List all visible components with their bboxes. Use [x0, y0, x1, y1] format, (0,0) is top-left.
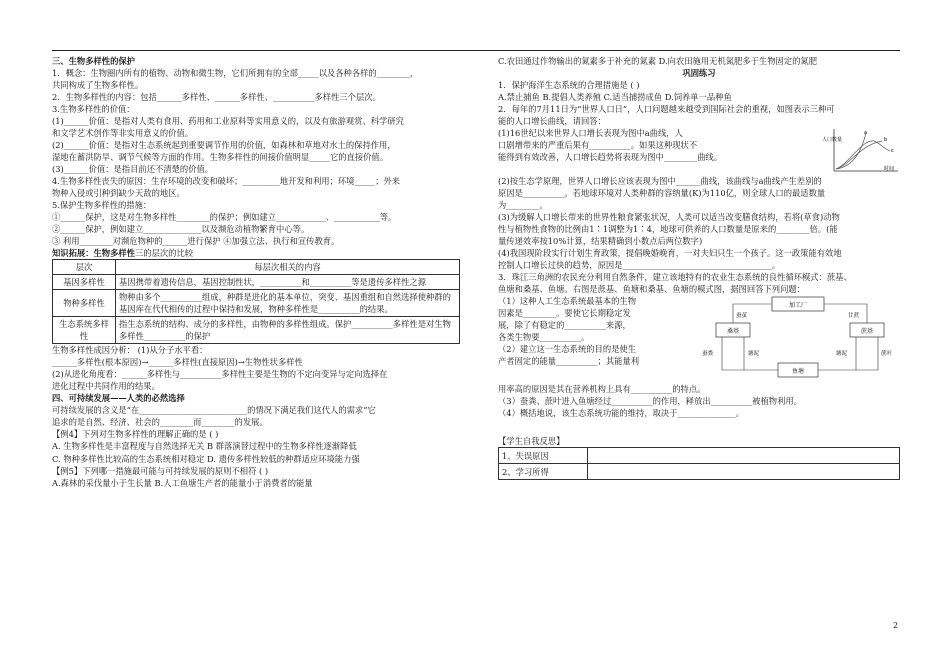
top-rule	[52, 50, 900, 51]
reflection-answer-cell[interactable]	[588, 464, 900, 480]
agro-ecosystem-diagram	[700, 295, 900, 383]
example-4-question: 【例4】下列对生物多样性的理解正确的是 ( )	[52, 429, 219, 440]
text-line: （4）概括地说，该生态系统功能的维持，取决于______________。	[498, 408, 744, 419]
text-line: 鱼塘和桑基、鱼塘。右图是蔗基、鱼塘和桑基、鱼塘的模式图，据图回答下列问题：	[498, 284, 805, 295]
label-leaf: 蔗叶	[881, 351, 893, 358]
q2-text	[498, 127, 814, 175]
section-4-title: 四、可持续发展——人类的必然选择	[52, 393, 185, 404]
text-line: ______多样性(根本原因)→______多样性(直接原因)→生物性状多样性	[52, 357, 303, 368]
example-5-options-cd: C.农田通过作物输出的氮素多于补充的氮素 D.向农田施用无机氮肥多于生物固定的氮肥	[498, 56, 818, 66]
section-3-body	[52, 67, 460, 247]
text-line: (2)______价值：是指对生态系统起到重要调节作用的价值，如森林和草地对水土的保持作用，	[52, 140, 396, 151]
reflection-label: 1、失误原因	[499, 448, 588, 464]
table-row	[53, 275, 460, 290]
left-column	[52, 55, 460, 489]
text-line: 1．概念：生物圈内所有的植物、动物和微生物，它们所拥有的全部_____以及各种各样的________，	[52, 68, 419, 79]
text-line: 口剧增带来的严重后果有__________。如果这种现状不	[498, 140, 698, 151]
text-line: 生物多样性成因分析： (1)从分子水平看：	[52, 345, 208, 356]
right-column	[498, 55, 900, 480]
example-5-question: 【例5】下列哪一措施最可能与可持续发展的原则不相符 ( )	[52, 465, 269, 476]
extension-title-bold: 知识拓展：生物多样性	[52, 248, 135, 259]
table-header-cell: 层次	[53, 260, 116, 275]
label-silkworm: 蚕茧	[736, 313, 748, 320]
text-line: 能的人口增长曲线，请回答：	[498, 116, 606, 127]
text-line: 追求的是自然、经济、社会的________而________的发展。	[52, 417, 268, 428]
text-line: 展，除了有稳定的__________来源，	[498, 320, 631, 331]
example-5-options-ab: A.森林的采伐量小于生长量 B.人工鱼塘生产者的能量小于消费者的能量	[52, 477, 313, 488]
practice-title: 巩固练习	[682, 68, 716, 79]
table-header-row	[53, 260, 460, 275]
table-cell-content: 基因携带着遗传信息，基因控制性状，__________和__________等是遗传多样性之源	[116, 275, 460, 290]
table-cell-level: 基因多样性	[53, 275, 116, 290]
text-line: (2)按生态学原理，世界人口增长应该表现为图中______曲线，该曲线与a曲线产生差别的	[498, 176, 822, 187]
q3-text	[498, 295, 694, 383]
text-line: 产者固定的能量__________；其能量利	[498, 356, 640, 367]
text-line: A.禁止捕鱼 B.提倡人类养殖 C.适当捕捞成鱼 D.饲养单一品种鱼	[498, 92, 732, 103]
text-line: 3．珠江三角洲的农民充分利用自然条件，建立该地特有的农业生态系统的良性循环模式：蔗基、	[498, 272, 852, 283]
text-line: 原因是__________。若地球环境对人类种群的容纳量(K)为110亿，则全球人口的最适数量	[498, 188, 826, 199]
example-4-options-ab: A. 生物多样性是丰富程度与自然选择无关 B 群落演替过程中的生物多样性逐渐降低	[52, 441, 357, 452]
graph-x-label: 时间	[884, 166, 895, 173]
label-mulberry: 桑基	[726, 328, 740, 336]
diversity-levels-table	[52, 259, 460, 344]
text-line: 能得到有效改善，人口增长趋势将表现为图中________曲线。	[498, 152, 723, 163]
graph-curve-a-label: a	[864, 130, 868, 137]
label-mud-left: 塘泥	[748, 351, 760, 358]
text-line: 为________。	[498, 200, 548, 211]
text-line: （2）建立这一生态系统的目的是使生	[498, 344, 637, 355]
table-row	[499, 464, 900, 480]
text-line: 用率高的原因是其在营养机构上具有__________的特点。	[498, 384, 706, 395]
text-line: (1)______价值：是指对人类有食用、药用和工业原料等实用意义的，以及有旅游观赏、科学研究	[52, 116, 404, 127]
table-cell-level: 生态系统多样性	[53, 317, 116, 344]
label-factory: 加工厂	[788, 302, 808, 310]
text-line: 和文学艺术创作等非实用意义的价值。	[52, 128, 194, 139]
graph-curve-c-label: c	[891, 148, 894, 155]
text-line: 3.生物多样性的价值：	[52, 104, 135, 115]
text-line: 各类生物要__________。	[498, 332, 590, 343]
reflection-table	[498, 447, 900, 480]
reflection-title: 【学生自我反思】	[498, 436, 565, 447]
text-line: ②______保护，例如建立______________以及濒危动植物繁育中心等。	[52, 224, 310, 235]
graph-y-label: 人口数量	[822, 137, 843, 144]
label-feces: 蚕粪	[702, 351, 714, 358]
spacer	[498, 419, 900, 435]
text-line: (3)为缓解人口增长带来的世界性粮食紧张状况，人类可以适当改变膳食结构，若将(草食)动物	[498, 212, 840, 223]
text-line: 共同构成了生物多样性。	[52, 80, 144, 91]
text-line: （1）这种人工生态系统最基本的生物	[498, 296, 637, 307]
text-line: 2．生物多样性的内容：包括______多样性、______多样性、__________多样性三个层次。	[52, 92, 381, 103]
text-line: 性与植物性食物的比例由1∶1调整为1∶4，地球可供养的人口数量是原来的________倍。(能	[498, 224, 838, 235]
reflection-answer-cell[interactable]	[588, 448, 900, 464]
text-line: 进化过程中共同作用的结果。	[52, 381, 160, 392]
text-line: 4.生物多样性丧失的原因：生存环境的改变和破坏；_________地开发和利用；环境_____；外来	[52, 176, 401, 187]
graph-curve-b-label: b	[884, 137, 888, 144]
table-header-cell: 每层次相关的内容	[116, 260, 460, 275]
section-3-title: 三、生物多样性的保护	[52, 56, 135, 66]
text-line: (4)我国现阶段实行计划生育政策，提倡晚婚晚育，一对夫妇只生一个孩子。这一政策能有效地	[498, 248, 842, 259]
cause-analysis	[52, 344, 460, 392]
text-line: 湿地在蓄洪防旱、调节气候等方面的作用。生物多样性的间接价值明显_____它的直接价值。	[52, 152, 389, 163]
table-row	[499, 448, 900, 464]
table-cell-content: 物种由多个__________组成，种群是进化的基本单位，突变、基因重组和自然选择使种群的基因库在代代相传的过程中保持和发展，物种多样性是__________的结果。	[116, 290, 460, 317]
label-pond: 鱼塘	[791, 368, 805, 376]
q2-with-graph	[498, 127, 900, 175]
text-line: 控制人口增长过快的趋势，原因是____________________________________。	[498, 260, 781, 271]
text-line: （3）蚕粪、蔗叶进入鱼塘经过__________的作用，释放出__________被植物利用。	[498, 396, 802, 407]
reflection-label: 2、学习所得	[499, 464, 588, 480]
text-line: 2．每年的7月11日为“世界人口日”，人口问题越来越受到国际社会的重视，如图表示三种可	[498, 104, 835, 115]
extension-title-rest: 三的层次的比较	[134, 248, 194, 259]
table-cell-level: 物种多样性	[53, 290, 116, 317]
arrow-cane-pond	[818, 337, 878, 370]
q3-with-diagram	[498, 295, 900, 383]
label-cane: 蔗基	[860, 328, 874, 336]
arrow-cane-factory	[824, 304, 867, 323]
text-line: 量传递效率按10%计算，结果精确到小数点后两位数字)	[498, 236, 703, 247]
page-number: 2	[893, 621, 899, 630]
text-line: 可持续发展的含义是“在__________________________的情况下满足我们这代人的需求”它	[52, 405, 376, 416]
label-mud-right: 塘泥	[836, 351, 848, 358]
text-line: ③ 利用________对濒危物种的______进行保护 ④加强立法、执行和宣传教育。	[52, 236, 340, 247]
table-cell-content: 指生态系统的结构、成分的多样性，由物种的多样性组成。保护__________多样性是对生物多样性__________的保护	[116, 317, 460, 344]
table-row	[53, 290, 460, 317]
text-line: 5.保护生物多样性的措施：	[52, 200, 152, 211]
text-line: (1)16世纪以来世界人口增长表现为图中a曲线，人	[498, 128, 683, 139]
text-line: ①______保护，这是对生物多样性________的保护；例如建立____________、___________等。	[52, 212, 397, 223]
label-sugar: 甘蔗	[848, 313, 860, 320]
text-line: 物种入侵或引种到缺少天敌的地区。	[52, 188, 185, 199]
table-row	[53, 317, 460, 344]
section-4-body	[52, 404, 460, 488]
text-line: 因素是________。要使它长期稳定发	[498, 308, 631, 319]
text-line: (3)______价值：是指目前还不清楚的价值。	[52, 164, 214, 175]
text-line: 1．保护海洋生态系统的合理措施是 ( )	[498, 80, 640, 91]
text-line: (2)从进化角度看：______多样性与__________多样性主要是生物的不定向变异与定向选择在	[52, 369, 388, 380]
population-growth-graph	[820, 127, 900, 175]
extension-title	[52, 247, 460, 259]
example-4-options-cd: C. 物种多样性比较高的生态系统相对稳定 D. 遗传多样性较低的种群适应环境能力强	[52, 453, 360, 464]
